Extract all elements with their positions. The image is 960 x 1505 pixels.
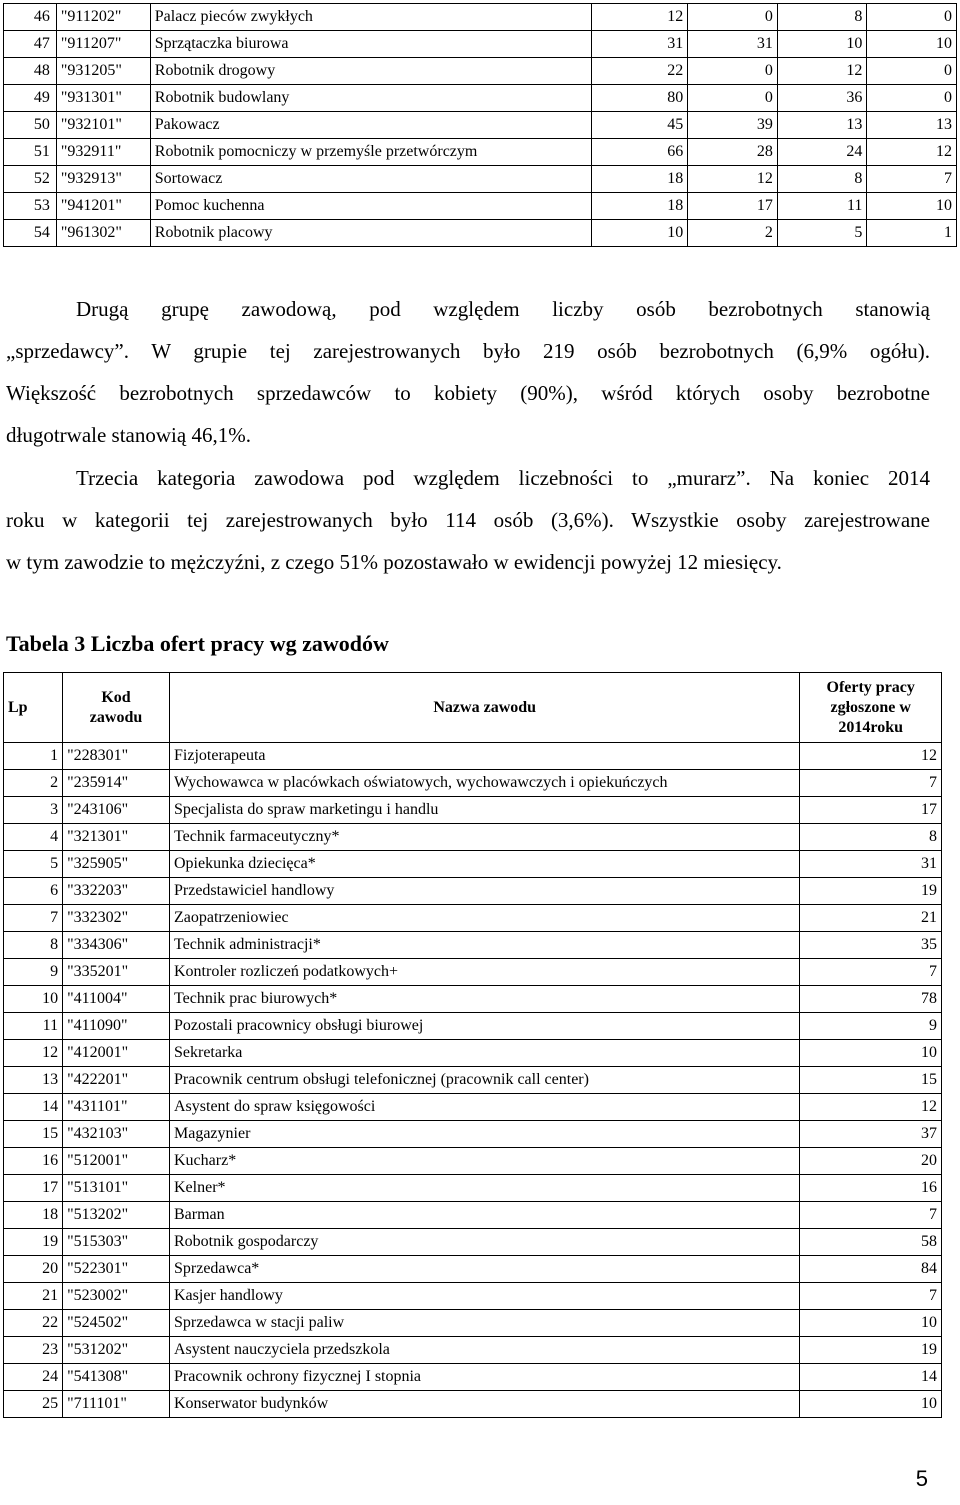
row-value-1: 45 bbox=[592, 112, 688, 139]
row-kod: "411004" bbox=[63, 986, 170, 1013]
row-nazwa: Sekretarka bbox=[170, 1040, 800, 1067]
row-lp: 48 bbox=[4, 58, 57, 85]
row-kod: "431101" bbox=[63, 1094, 170, 1121]
row-oferty: 7 bbox=[800, 1283, 942, 1310]
header-oferty-line3: 2014roku bbox=[838, 718, 904, 736]
row-lp: 24 bbox=[4, 1364, 63, 1391]
table-row bbox=[4, 1121, 942, 1148]
row-nazwa: Palacz pieców zwykłych bbox=[150, 4, 591, 31]
row-lp: 2 bbox=[4, 770, 63, 797]
row-value-3: 8 bbox=[777, 4, 867, 31]
row-value-4: 7 bbox=[867, 166, 957, 193]
row-value-1: 66 bbox=[592, 139, 688, 166]
row-value-3: 13 bbox=[777, 112, 867, 139]
table-row bbox=[4, 959, 942, 986]
row-kod: "932101" bbox=[56, 112, 150, 139]
row-kod: "961302" bbox=[56, 220, 150, 247]
row-oferty: 37 bbox=[800, 1121, 942, 1148]
row-kod: "325905" bbox=[63, 851, 170, 878]
table-row bbox=[4, 932, 942, 959]
row-value-2: 0 bbox=[688, 85, 778, 112]
header-oferty-line1: Oferty pracy bbox=[826, 678, 915, 696]
row-lp: 6 bbox=[4, 878, 63, 905]
table-row bbox=[4, 85, 957, 112]
row-kod: "522301" bbox=[63, 1256, 170, 1283]
row-kod: "321301" bbox=[63, 824, 170, 851]
row-lp: 23 bbox=[4, 1337, 63, 1364]
table-row bbox=[4, 878, 942, 905]
row-nazwa: Robotnik gospodarczy bbox=[170, 1229, 800, 1256]
row-value-2: 39 bbox=[688, 112, 778, 139]
row-nazwa: Pracownik centrum obsługi telefonicznej (pracownik call center) bbox=[170, 1067, 800, 1094]
row-oferty: 12 bbox=[800, 1094, 942, 1121]
table-row bbox=[4, 1283, 942, 1310]
row-lp: 11 bbox=[4, 1013, 63, 1040]
row-kod: "541308" bbox=[63, 1364, 170, 1391]
row-nazwa: Pomoc kuchenna bbox=[150, 193, 591, 220]
paragraph-line: długotrwale stanowią 46,1%. bbox=[6, 423, 251, 447]
row-lp: 1 bbox=[4, 743, 63, 770]
header-oferty-line2: zgłoszone w bbox=[830, 698, 911, 716]
row-nazwa: Robotnik budowlany bbox=[150, 85, 591, 112]
table-row bbox=[4, 220, 957, 247]
row-lp: 19 bbox=[4, 1229, 63, 1256]
paragraph-line: roku w kategorii tej zarejestrowanych było 114 osób (3,6%). Wszystkie osoby zarejestrowane bbox=[6, 508, 930, 532]
row-value-4: 0 bbox=[867, 4, 957, 31]
row-lp: 10 bbox=[4, 986, 63, 1013]
table-row bbox=[4, 139, 957, 166]
row-kod: "513202" bbox=[63, 1202, 170, 1229]
row-value-4: 1 bbox=[867, 220, 957, 247]
row-lp: 53 bbox=[4, 193, 57, 220]
row-oferty: 14 bbox=[800, 1364, 942, 1391]
row-nazwa: Sortowacz bbox=[150, 166, 591, 193]
row-nazwa: Asystent nauczyciela przedszkola bbox=[170, 1337, 800, 1364]
row-oferty: 35 bbox=[800, 932, 942, 959]
row-nazwa: Konserwator budynków bbox=[170, 1391, 800, 1418]
row-kod: "512001" bbox=[63, 1148, 170, 1175]
row-value-4: 0 bbox=[867, 85, 957, 112]
row-nazwa: Opiekunka dziecięca* bbox=[170, 851, 800, 878]
table-row bbox=[4, 1256, 942, 1283]
row-kod: "332302" bbox=[63, 905, 170, 932]
header-lp: Lp bbox=[4, 673, 63, 743]
row-lp: 51 bbox=[4, 139, 57, 166]
row-nazwa: Sprzedawca w stacji paliw bbox=[170, 1310, 800, 1337]
row-nazwa: Pakowacz bbox=[150, 112, 591, 139]
paragraph-third-category bbox=[6, 457, 930, 583]
row-lp: 20 bbox=[4, 1256, 63, 1283]
row-lp: 21 bbox=[4, 1283, 63, 1310]
row-nazwa: Technik farmaceutyczny* bbox=[170, 824, 800, 851]
row-oferty: 7 bbox=[800, 770, 942, 797]
row-kod: "243106" bbox=[63, 797, 170, 824]
header-kod-line2: zawodu bbox=[89, 708, 143, 726]
row-value-4: 10 bbox=[867, 193, 957, 220]
row-oferty: 15 bbox=[800, 1067, 942, 1094]
table-row bbox=[4, 31, 957, 58]
row-value-3: 24 bbox=[777, 139, 867, 166]
row-nazwa: Technik administracji* bbox=[170, 932, 800, 959]
row-oferty: 16 bbox=[800, 1175, 942, 1202]
row-lp: 4 bbox=[4, 824, 63, 851]
row-value-4: 12 bbox=[867, 139, 957, 166]
row-value-3: 10 bbox=[777, 31, 867, 58]
row-value-1: 31 bbox=[592, 31, 688, 58]
top-unemployment-table bbox=[3, 3, 957, 247]
row-kod: "432103" bbox=[63, 1121, 170, 1148]
row-kod: "412001" bbox=[63, 1040, 170, 1067]
row-kod: "911207" bbox=[56, 31, 150, 58]
row-oferty: 84 bbox=[800, 1256, 942, 1283]
table-caption: Tabela 3 Liczba ofert pracy wg zawodów bbox=[6, 631, 389, 656]
row-value-1: 18 bbox=[592, 193, 688, 220]
row-value-2: 2 bbox=[688, 220, 778, 247]
row-lp: 47 bbox=[4, 31, 57, 58]
row-nazwa: Fizjoterapeuta bbox=[170, 743, 800, 770]
row-lp: 9 bbox=[4, 959, 63, 986]
row-lp: 49 bbox=[4, 85, 57, 112]
page-number: 5 bbox=[915, 1466, 928, 1491]
row-nazwa: Specjalista do spraw marketingu i handlu bbox=[170, 797, 800, 824]
table-row bbox=[4, 905, 942, 932]
table-row bbox=[4, 770, 942, 797]
table-row bbox=[4, 1175, 942, 1202]
header-oferty bbox=[800, 673, 942, 743]
row-lp: 13 bbox=[4, 1067, 63, 1094]
row-lp: 5 bbox=[4, 851, 63, 878]
row-oferty: 8 bbox=[800, 824, 942, 851]
row-value-3: 36 bbox=[777, 85, 867, 112]
row-kod: "911202" bbox=[56, 4, 150, 31]
job-offers-table bbox=[3, 672, 942, 1418]
row-oferty: 7 bbox=[800, 1202, 942, 1229]
row-kod: "515303" bbox=[63, 1229, 170, 1256]
row-nazwa: Magazynier bbox=[170, 1121, 800, 1148]
table-row bbox=[4, 1310, 942, 1337]
row-nazwa: Pracownik ochrony fizycznej I stopnia bbox=[170, 1364, 800, 1391]
table-row bbox=[4, 1040, 942, 1067]
row-lp: 12 bbox=[4, 1040, 63, 1067]
top-table-body bbox=[4, 4, 957, 247]
row-kod: "513101" bbox=[63, 1175, 170, 1202]
row-value-2: 28 bbox=[688, 139, 778, 166]
row-value-1: 80 bbox=[592, 85, 688, 112]
row-value-2: 31 bbox=[688, 31, 778, 58]
row-value-3: 8 bbox=[777, 166, 867, 193]
table-row bbox=[4, 824, 942, 851]
row-oferty: 31 bbox=[800, 851, 942, 878]
row-value-3: 5 bbox=[777, 220, 867, 247]
row-nazwa: Asystent do spraw księgowości bbox=[170, 1094, 800, 1121]
table-row bbox=[4, 58, 957, 85]
table-row bbox=[4, 1094, 942, 1121]
row-lp: 50 bbox=[4, 112, 57, 139]
table-row bbox=[4, 1391, 942, 1418]
row-oferty: 78 bbox=[800, 986, 942, 1013]
row-kod: "931301" bbox=[56, 85, 150, 112]
paragraph-line: Drugą grupę zawodową, pod względem liczby osób bezrobotnych stanowią bbox=[76, 297, 930, 321]
row-value-4: 13 bbox=[867, 112, 957, 139]
row-oferty: 10 bbox=[800, 1391, 942, 1418]
row-oferty: 19 bbox=[800, 878, 942, 905]
table-row bbox=[4, 743, 942, 770]
row-kod: "524502" bbox=[63, 1310, 170, 1337]
row-oferty: 20 bbox=[800, 1148, 942, 1175]
row-kod: "235914" bbox=[63, 770, 170, 797]
job-offers-body bbox=[4, 743, 942, 1418]
table-row bbox=[4, 1067, 942, 1094]
row-nazwa: Robotnik placowy bbox=[150, 220, 591, 247]
row-kod: "932913" bbox=[56, 166, 150, 193]
row-kod: "228301" bbox=[63, 743, 170, 770]
table-row bbox=[4, 193, 957, 220]
header-kod-line1: Kod bbox=[101, 688, 131, 706]
row-value-3: 12 bbox=[777, 58, 867, 85]
row-oferty: 21 bbox=[800, 905, 942, 932]
table-row bbox=[4, 1202, 942, 1229]
row-nazwa: Sprzedawca* bbox=[170, 1256, 800, 1283]
row-nazwa: Pozostali pracownicy obsługi biurowej bbox=[170, 1013, 800, 1040]
header-nazwa: Nazwa zawodu bbox=[170, 673, 800, 743]
table-row bbox=[4, 4, 957, 31]
table-row bbox=[4, 797, 942, 824]
row-value-1: 12 bbox=[592, 4, 688, 31]
row-nazwa: Barman bbox=[170, 1202, 800, 1229]
row-lp: 15 bbox=[4, 1121, 63, 1148]
paragraph-second-group bbox=[6, 288, 930, 456]
row-oferty: 58 bbox=[800, 1229, 942, 1256]
row-nazwa: Kontroler rozliczeń podatkowych+ bbox=[170, 959, 800, 986]
row-nazwa: Robotnik drogowy bbox=[150, 58, 591, 85]
row-lp: 14 bbox=[4, 1094, 63, 1121]
paragraph-line: w tym zawodzie to mężczyźni, z czego 51% pozostawało w ewidencji powyżej 12 miesięcy. bbox=[6, 550, 782, 574]
row-kod: "335201" bbox=[63, 959, 170, 986]
row-lp: 3 bbox=[4, 797, 63, 824]
row-lp: 52 bbox=[4, 166, 57, 193]
row-lp: 22 bbox=[4, 1310, 63, 1337]
row-lp: 18 bbox=[4, 1202, 63, 1229]
row-value-2: 0 bbox=[688, 4, 778, 31]
row-value-2: 0 bbox=[688, 58, 778, 85]
row-kod: "931205" bbox=[56, 58, 150, 85]
row-value-2: 12 bbox=[688, 166, 778, 193]
row-kod: "531202" bbox=[63, 1337, 170, 1364]
row-oferty: 10 bbox=[800, 1040, 942, 1067]
table-header-row bbox=[4, 673, 942, 743]
row-kod: "711101" bbox=[63, 1391, 170, 1418]
row-kod: "523002" bbox=[63, 1283, 170, 1310]
table-row bbox=[4, 1364, 942, 1391]
row-kod: "334306" bbox=[63, 932, 170, 959]
row-kod: "422201" bbox=[63, 1067, 170, 1094]
row-lp: 16 bbox=[4, 1148, 63, 1175]
row-value-1: 18 bbox=[592, 166, 688, 193]
table-row bbox=[4, 1148, 942, 1175]
row-lp: 54 bbox=[4, 220, 57, 247]
row-value-2: 17 bbox=[688, 193, 778, 220]
row-value-1: 10 bbox=[592, 220, 688, 247]
paragraph-line: Trzecia kategoria zawodowa pod względem liczebności to „murarz”. Na koniec 2014 bbox=[76, 466, 930, 490]
paragraph-line: Większość bezrobotnych sprzedawców to kobiety (90%), wśród których osoby bezrobotne bbox=[6, 381, 930, 405]
row-lp: 46 bbox=[4, 4, 57, 31]
row-nazwa: Sprzątaczka biurowa bbox=[150, 31, 591, 58]
table-row bbox=[4, 986, 942, 1013]
row-nazwa: Kelner* bbox=[170, 1175, 800, 1202]
row-kod: "941201" bbox=[56, 193, 150, 220]
row-kod: "332203" bbox=[63, 878, 170, 905]
row-lp: 7 bbox=[4, 905, 63, 932]
table-row bbox=[4, 851, 942, 878]
header-kod bbox=[63, 673, 170, 743]
row-oferty: 9 bbox=[800, 1013, 942, 1040]
row-lp: 25 bbox=[4, 1391, 63, 1418]
row-value-3: 11 bbox=[777, 193, 867, 220]
row-lp: 8 bbox=[4, 932, 63, 959]
row-nazwa: Zaopatrzeniowiec bbox=[170, 905, 800, 932]
row-oferty: 12 bbox=[800, 743, 942, 770]
row-value-4: 0 bbox=[867, 58, 957, 85]
row-value-4: 10 bbox=[867, 31, 957, 58]
table-row bbox=[4, 1013, 942, 1040]
row-nazwa: Wychowawca w placówkach oświatowych, wychowawczych i opiekuńczych bbox=[170, 770, 800, 797]
row-lp: 17 bbox=[4, 1175, 63, 1202]
table-row bbox=[4, 166, 957, 193]
table-row bbox=[4, 112, 957, 139]
paragraph-line: „sprzedawcy”. W grupie tej zarejestrowanych było 219 osób bezrobotnych (6,9% ogółu). bbox=[6, 339, 930, 363]
row-oferty: 19 bbox=[800, 1337, 942, 1364]
table-row bbox=[4, 1337, 942, 1364]
row-nazwa: Kasjer handlowy bbox=[170, 1283, 800, 1310]
row-oferty: 17 bbox=[800, 797, 942, 824]
row-nazwa: Robotnik pomocniczy w przemyśle przetwórczym bbox=[150, 139, 591, 166]
row-oferty: 10 bbox=[800, 1310, 942, 1337]
table-row bbox=[4, 1229, 942, 1256]
row-nazwa: Technik prac biurowych* bbox=[170, 986, 800, 1013]
row-kod: "411090" bbox=[63, 1013, 170, 1040]
row-oferty: 7 bbox=[800, 959, 942, 986]
row-value-1: 22 bbox=[592, 58, 688, 85]
row-nazwa: Kucharz* bbox=[170, 1148, 800, 1175]
row-nazwa: Przedstawiciel handlowy bbox=[170, 878, 800, 905]
row-kod: "932911" bbox=[56, 139, 150, 166]
